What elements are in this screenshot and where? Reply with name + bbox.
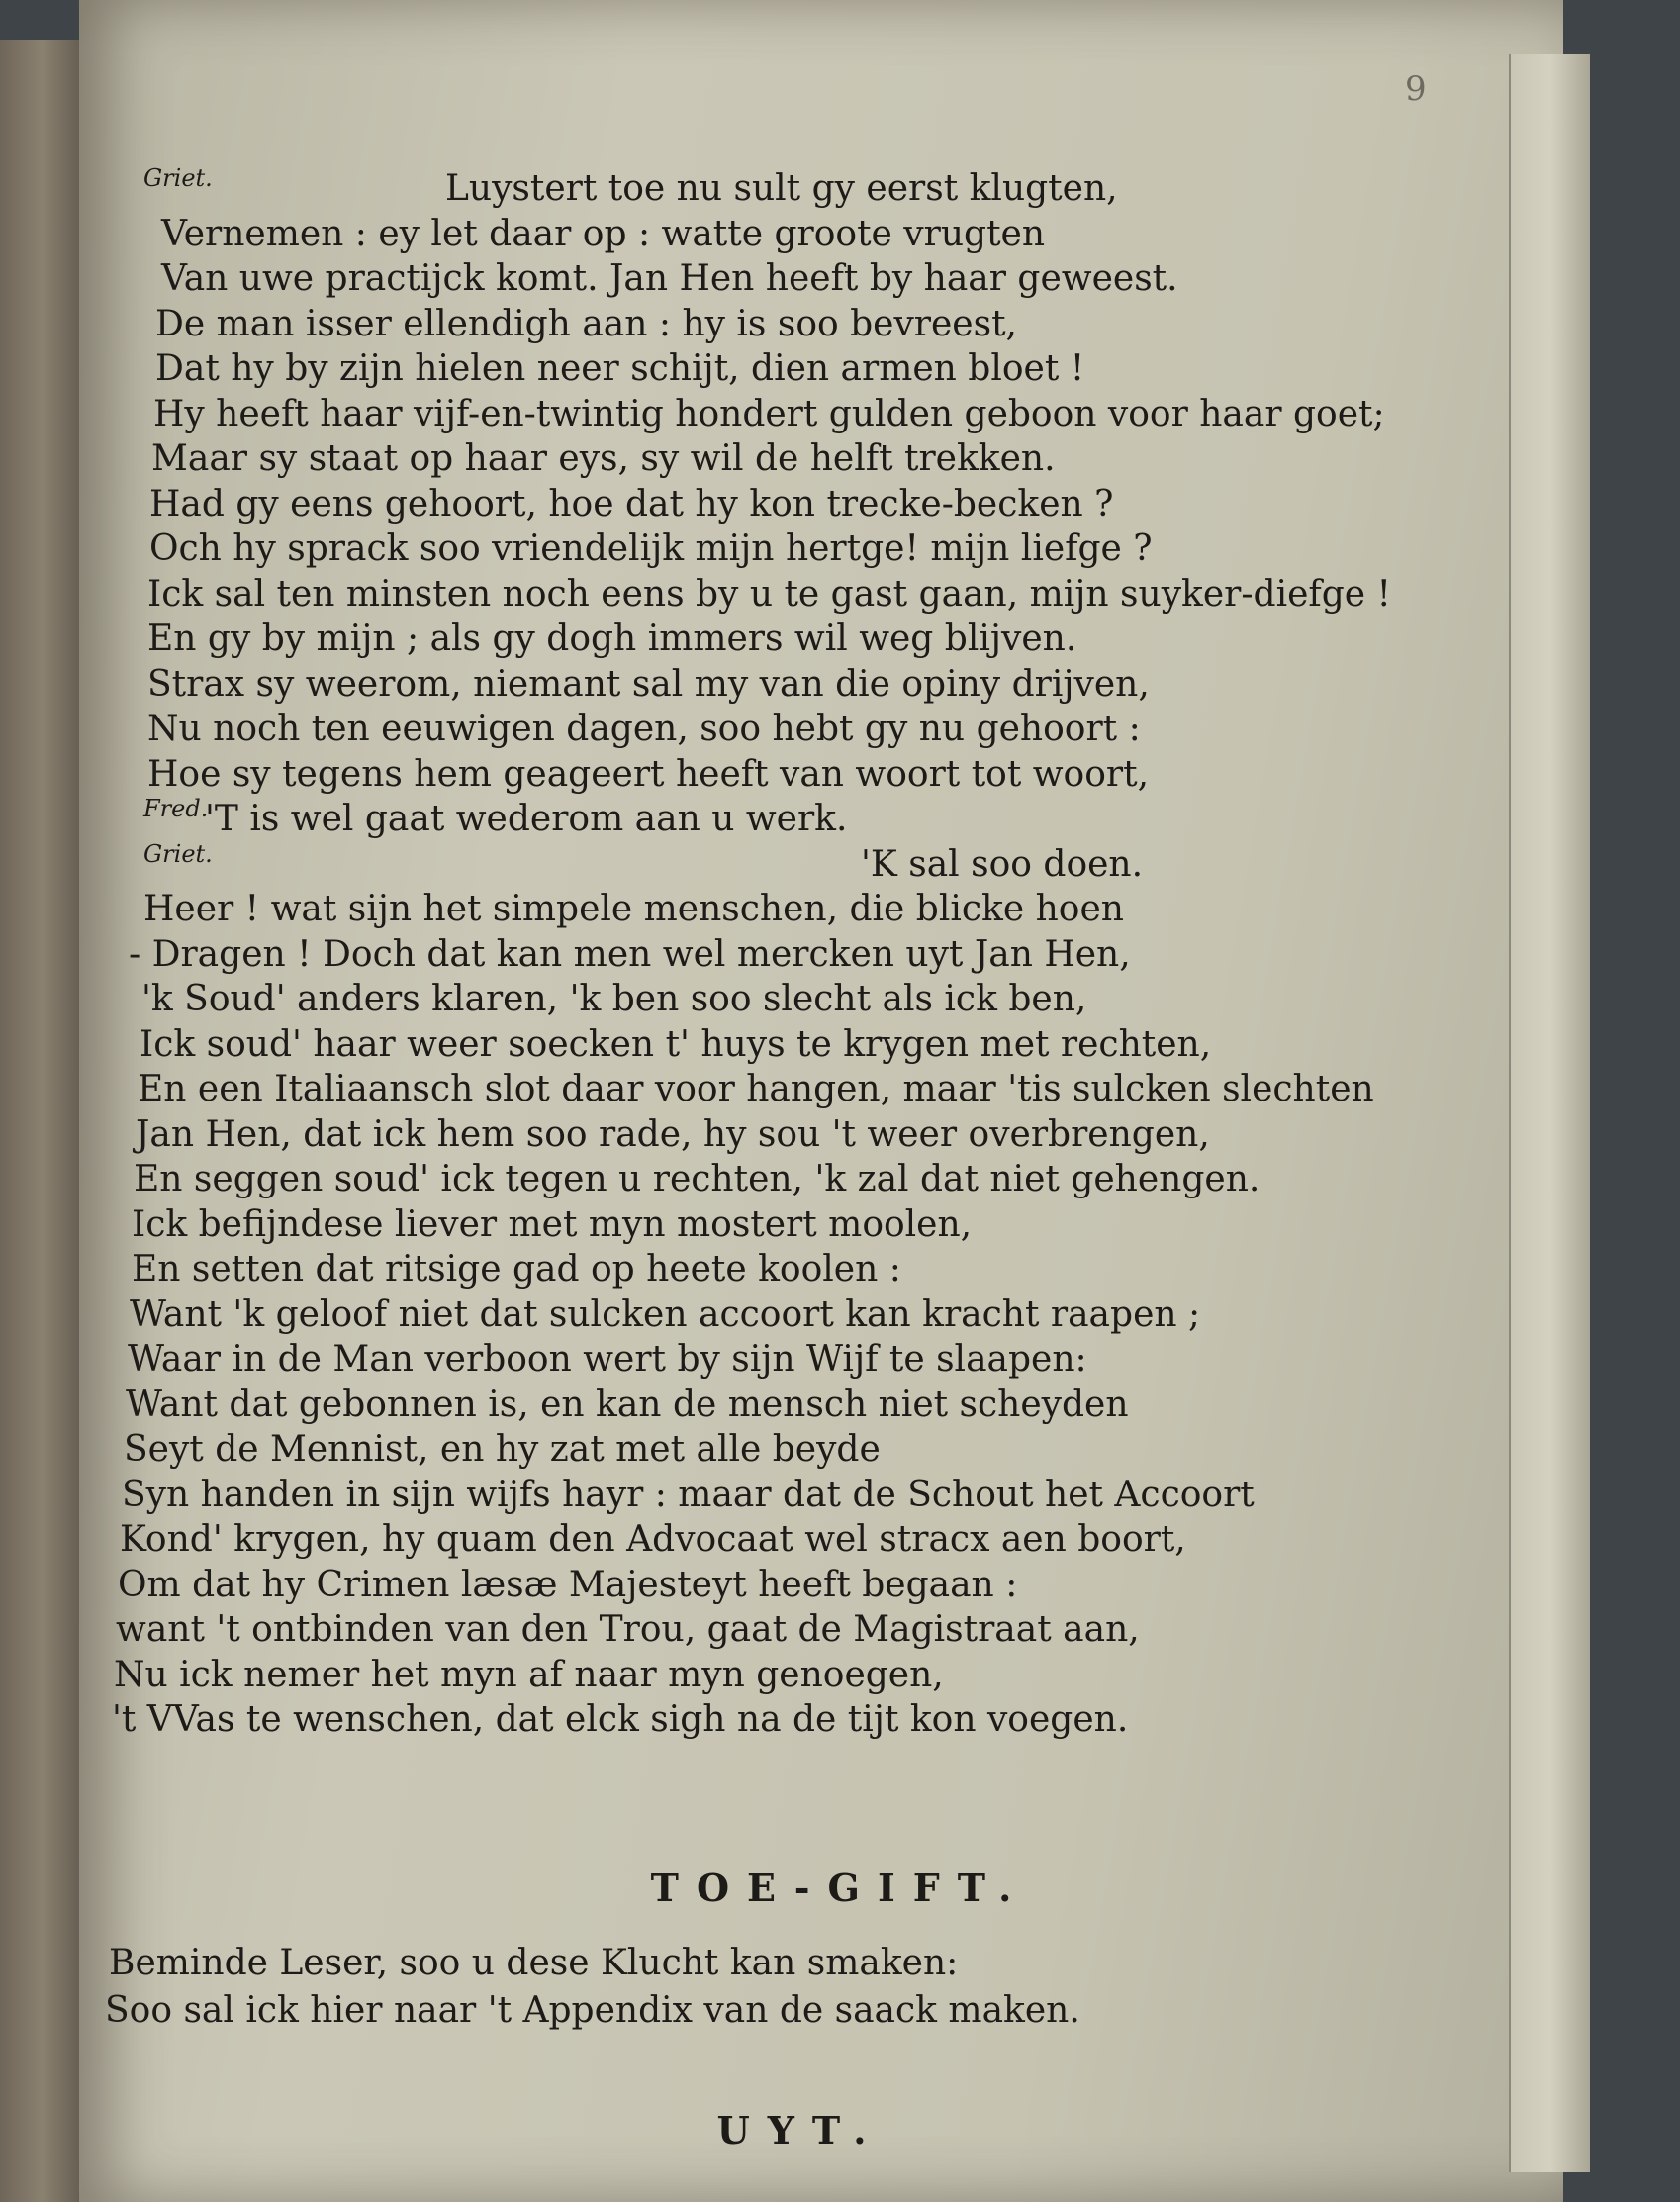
verse-line [138, 1067, 1374, 1112]
verse-line [143, 346, 1370, 392]
verse-text: Want 'k geloof niet dat sulcken accoort kan kracht raapen ; [130, 1293, 1201, 1335]
verse-text: want 't ontbinden van den Trou, gaat de Magistraat aan, [116, 1609, 1140, 1650]
verse-text: Seyt de Mennist, en hy zat met alle beyde [124, 1429, 881, 1470]
verse-line [124, 1427, 1370, 1473]
verse-text: 'T is wel gaat wederom aan u werk. [205, 799, 848, 839]
verse-block [112, 164, 1391, 1743]
verse-line [132, 1247, 1370, 1292]
verse-text: Had gy eens gehoort, hoe dat hy kon trecke-becken ? [149, 483, 1114, 525]
verse-text: Kond' krygen, hy quam den Advocaat wel stracx aen boort, [120, 1519, 1186, 1560]
verse-line [143, 839, 1370, 888]
verse-line [132, 1202, 1370, 1248]
verse-text: En gy by mijn ; als gy dogh immers wil weg blijven. [147, 619, 1077, 659]
verse-line [126, 1383, 1370, 1428]
verse-line [143, 527, 1370, 572]
verse-line [130, 1292, 1370, 1338]
verse-line [143, 392, 1385, 437]
page-number: 9 [1405, 69, 1427, 109]
verse-text: Luystert toe nu sult gy eerst klugten, [445, 168, 1118, 209]
verse-line [143, 436, 1370, 482]
verse-text: Maar sy staat op haar eys, sy wil de helft trekken. [151, 438, 1056, 479]
verse-text: En setten dat ritsige gad op heete koolen : [132, 1249, 901, 1290]
verse-text: Strax sy weerom, niemant sal my van die opiny drijven, [147, 663, 1150, 705]
page-fore-edge [1509, 54, 1590, 2172]
verse-text: Hoe sy tegens hem geageert heeft van woort tot woort, [147, 753, 1150, 795]
speaker-label: Griet. [143, 839, 213, 868]
verse-line [140, 1022, 1370, 1068]
verse-line [122, 1473, 1370, 1518]
verse-line [143, 256, 1370, 302]
verse-line [134, 1157, 1370, 1202]
verse-line [143, 482, 1370, 527]
verse-text: En een Italiaansch slot daar voor hangen, maar 'tis sulcken slechten [138, 1069, 1374, 1109]
toegift-verse [105, 1940, 1080, 2035]
verse-line [143, 797, 1370, 842]
verse-text: Jan Hen, dat ick hem soo rade, hy sou 't weer overbrengen, [136, 1113, 1210, 1155]
verse-text: Om dat hy Crimen læsæ Majesteyt heeft begaan : [118, 1564, 1018, 1605]
verse-line [143, 707, 1370, 752]
verse-line [118, 1563, 1370, 1608]
verse-text: Ick soud' haar weer soecken t' huys te krygen met rechten, [140, 1023, 1212, 1065]
verse-text: Och hy sprack soo vriendelijk mijn hertge! mijn liefge ? [149, 528, 1153, 569]
verse-line [143, 752, 1370, 798]
verse-text: 't VVas te wenschen, dat elck sigh na de tijt kon voegen. [112, 1699, 1129, 1740]
verse-line [136, 1112, 1370, 1158]
verse-line [143, 302, 1370, 347]
verse-text: Dat hy by zijn hielen neer schijt, dien armen bloet ! [155, 348, 1085, 389]
verse-text: De man isser ellendigh aan : hy is soo bevreest, [155, 303, 1017, 344]
verse-line [143, 887, 1370, 932]
verse-text: Vernemen : ey let daar op : watte groote vrugten [161, 213, 1046, 254]
verse-text: En seggen soud' ick tegen u rechten, 'k zal dat niet gehengen. [134, 1159, 1260, 1199]
verse-text: Nu noch ten eeuwigen dagen, soo hebt gy nu gehoort : [147, 709, 1141, 749]
speaker-label: Fred. [143, 795, 209, 822]
verse-line [116, 1607, 1370, 1653]
verse-line [114, 1653, 1370, 1698]
verse-line [143, 977, 1370, 1022]
verse-text: Van uwe practijck komt. Jan Hen heeft by haar geweest. [161, 258, 1178, 299]
verse-text: Nu ick nemer het myn af naar myn genoegen, [114, 1654, 944, 1695]
toegift-line: Soo sal ick hier naar 't Appendix van de saack maken. [105, 1990, 1080, 2031]
verse-line [120, 1517, 1370, 1563]
speaker-label: Griet. [143, 164, 213, 192]
verse-text: Syn handen in sijn wijfs hayr : maar dat de Schout het Accoort [122, 1474, 1255, 1515]
verse-line [143, 572, 1391, 618]
toegift-line: Beminde Leser, soo u dese Klucht kan smaken: [109, 1943, 959, 1983]
verse-text: - Dragen ! Doch dat kan men wel mercken uyt Jan Hen, [129, 933, 1131, 975]
verse-text: Want dat gebonnen is, en kan de mensch niet scheyden [126, 1384, 1129, 1425]
end-mark: UYT. [716, 2108, 885, 2153]
verse-line [143, 212, 1370, 257]
verse-text: 'K sal soo doen. [861, 843, 1144, 885]
verse-line [129, 932, 1370, 978]
verse-text: Ick befijndese liever met myn mostert moolen, [132, 1203, 973, 1245]
verse-text: Heer ! wat sijn het simpele menschen, die blicke hoen [143, 889, 1124, 929]
verse-text: Hy heeft haar vijf-en-twintig hondert gulden geboon voor haar goet; [153, 393, 1385, 434]
verse-line [112, 1697, 1370, 1743]
verse-text: Ick sal ten minsten noch eens by u te gast gaan, mijn suyker-diefge ! [147, 573, 1391, 615]
verse-line [143, 166, 1370, 212]
verse-line [128, 1337, 1370, 1383]
verse-line [143, 662, 1370, 708]
verse-text: Waar in de Man verboon wert by sijn Wijf te slaapen: [128, 1339, 1087, 1380]
verse-text: 'k Soud' anders klaren, 'k ben soo slecht als ick ben, [141, 979, 1087, 1019]
verse-line [143, 617, 1370, 662]
toegift-heading: TOE-GIFT. [650, 1866, 1030, 1910]
